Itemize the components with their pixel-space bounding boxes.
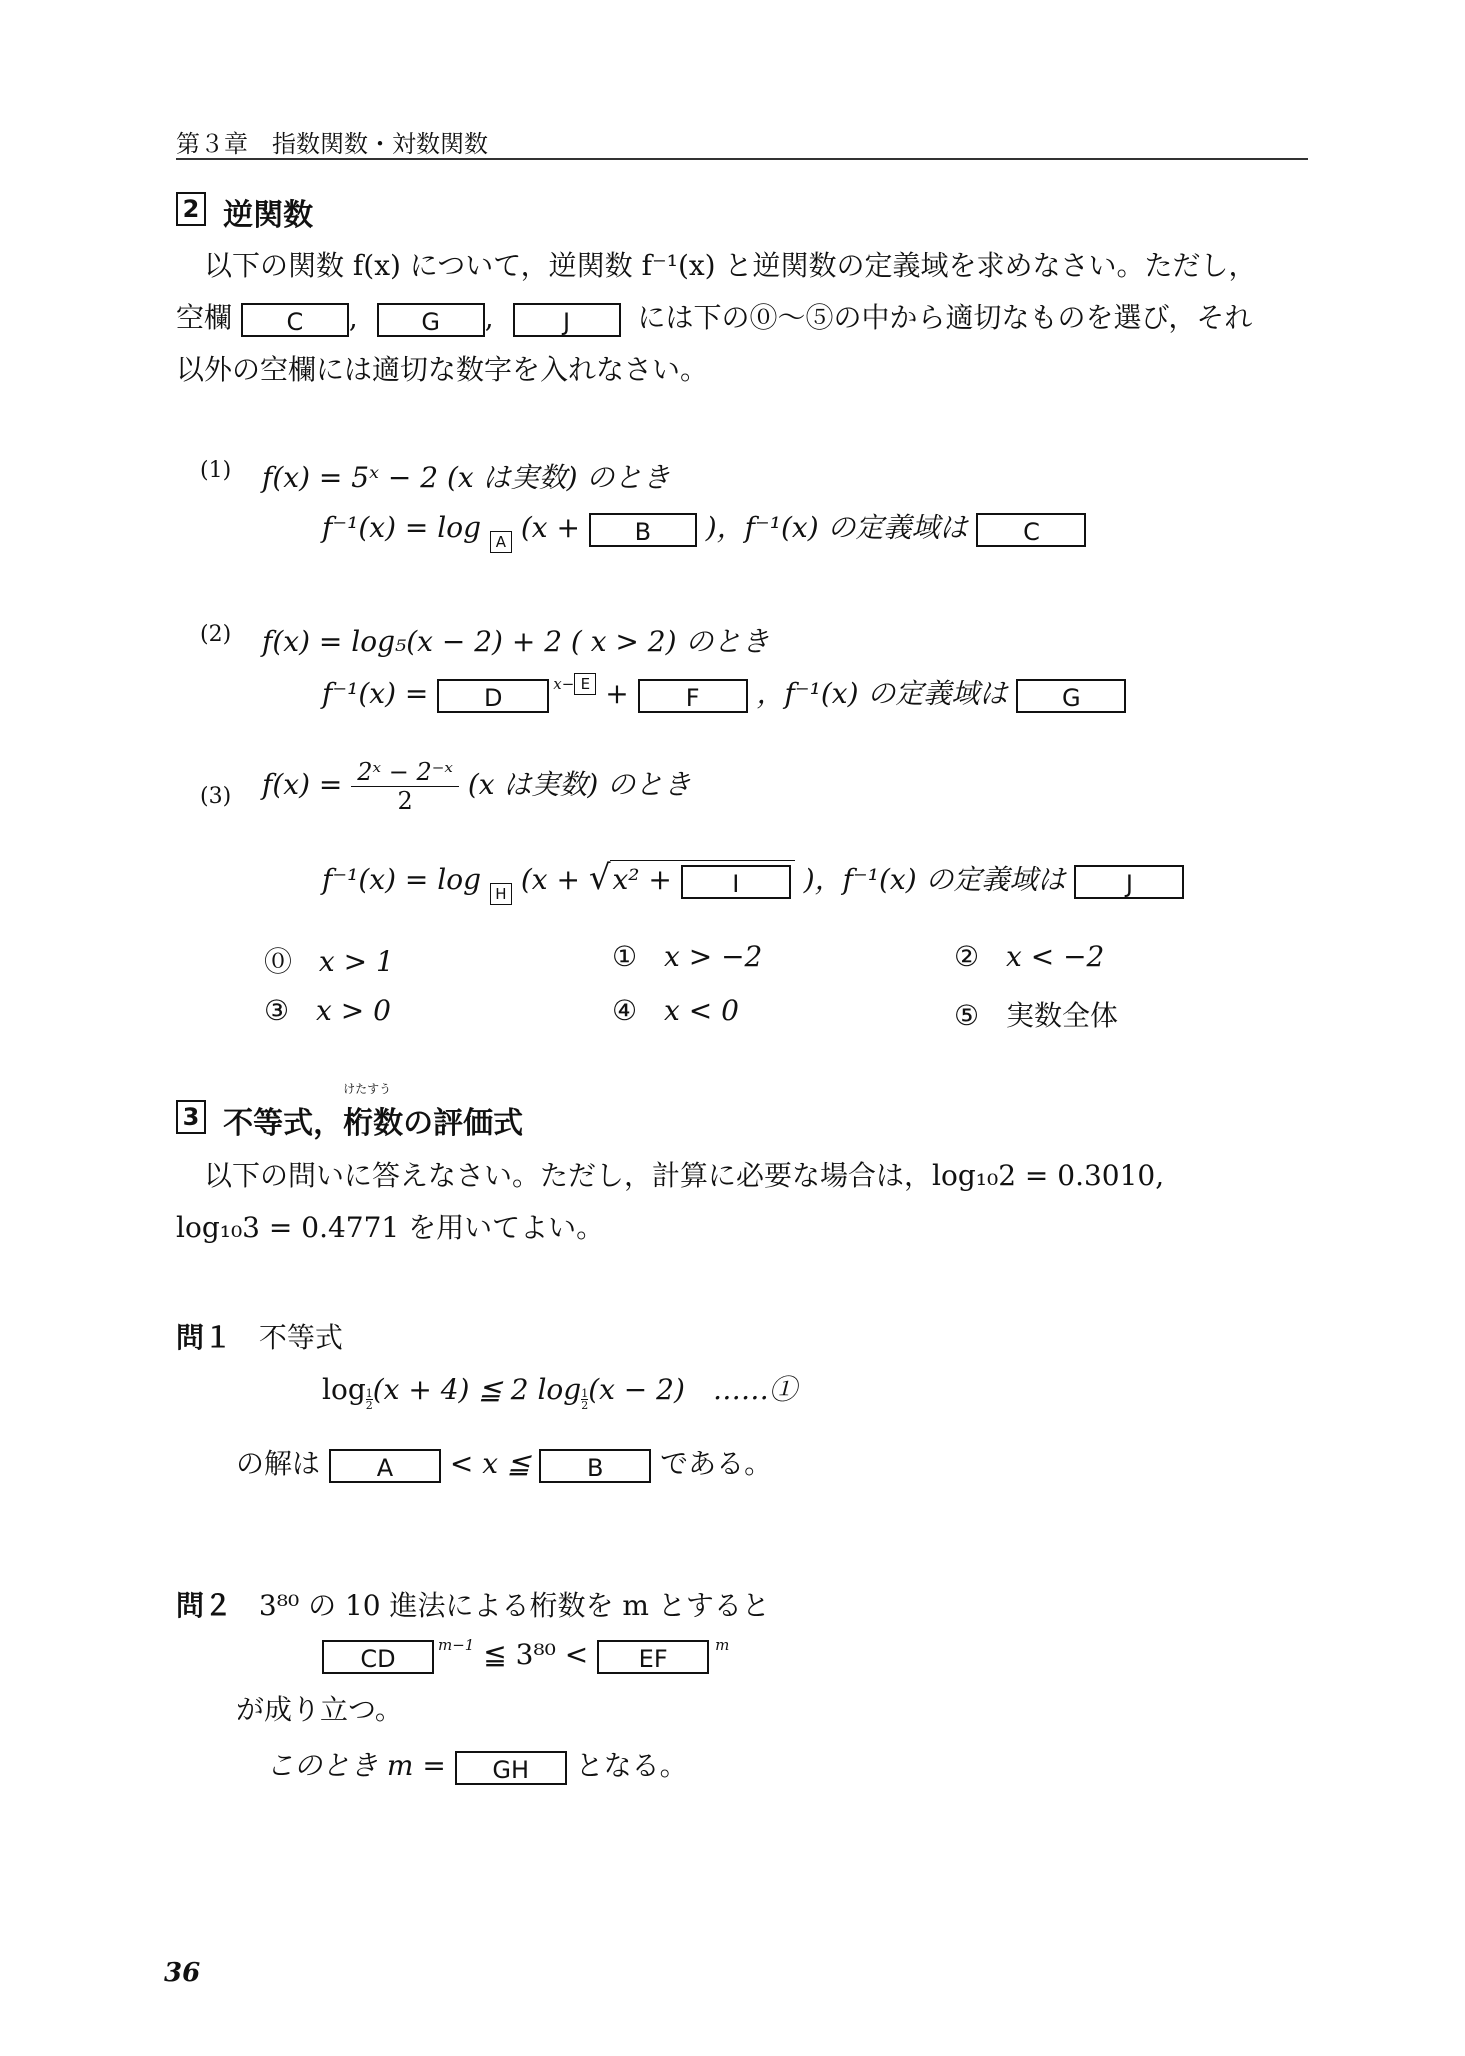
q2-exponent-2: m: [715, 1636, 730, 1654]
choice-mark: ⑤: [954, 999, 980, 1032]
problem1-label: (1): [200, 458, 232, 483]
question2-text: 3⁸⁰ の 10 進法による桁数を m とすると: [258, 1589, 770, 1622]
answer-box-q1-a[interactable]: A: [329, 1449, 441, 1483]
choice-text: x > −2: [664, 940, 763, 973]
question1-text: 不等式: [258, 1321, 343, 1354]
p3-fraction: [351, 758, 459, 815]
q1-base-1: [366, 1388, 373, 1411]
answer-box-c-2[interactable]: C: [976, 513, 1086, 547]
question1-solution: [236, 1442, 772, 1483]
header-rule: [176, 158, 1308, 160]
section2-number: 2: [176, 192, 206, 226]
question1-line: [176, 1316, 343, 1356]
p3-ans-prefix: f⁻¹(x) = log: [322, 863, 482, 896]
choice-0: [264, 940, 394, 980]
intro-suffix: には下の⓪～⑤の中から適切なものを選び，それ: [637, 301, 1253, 334]
problem2-answer: [322, 672, 1126, 713]
section3-title-b: 桁数: [343, 1106, 404, 1141]
problem1-statement: f(x) = 5ˣ − 2 (x は実数) のとき: [262, 461, 671, 494]
choice-mark: ④: [612, 994, 638, 1027]
question2-holds: が成り立つ。: [236, 1693, 403, 1726]
answer-box-b[interactable]: B: [589, 513, 697, 547]
choice-mark: ③: [264, 994, 290, 1027]
problem3-answer: [322, 858, 1184, 905]
chapter-header: 第３章 指数関数・対数関数: [176, 130, 488, 158]
p3-sqrt-text: x² +: [612, 863, 672, 896]
choice-text: 実数全体: [1006, 999, 1119, 1032]
section3-intro-line1: 以下の問いに答えなさい。ただし，計算に必要な場合は，log₁₀2 = 0.3010,: [204, 1159, 1165, 1192]
problem3-statement: [262, 758, 691, 815]
question2-then: [266, 1744, 688, 1785]
p3-numerator: 2ˣ − 2⁻ˣ: [351, 758, 459, 787]
section2-intro-line1: 以下の関数 f(x) について，逆関数 f⁻¹(x) と逆関数の定義域を求めなさい。ただし，: [204, 249, 1257, 282]
question1-label: 問１: [176, 1321, 233, 1354]
problem2-label: (2): [200, 622, 232, 647]
section2-heading: [176, 190, 313, 234]
q1-base-2-num: 1: [581, 1387, 589, 1400]
section2-intro-line2: 空欄 C , G , J には下の⓪～⑤の中から適切なものを選び，それ: [176, 301, 1253, 336]
sqrt-sign: √: [588, 858, 611, 898]
q2-then-prefix: このとき m =: [266, 1749, 446, 1782]
q2-mid: ≦ 3⁸⁰ <: [483, 1638, 589, 1671]
section3-title-c: の評価式: [403, 1106, 524, 1141]
p2-prefix: f⁻¹(x) =: [322, 677, 429, 710]
answer-box-q1-b[interactable]: B: [539, 1449, 651, 1483]
q2-then-suffix: となる。: [575, 1749, 688, 1782]
sqrt-body: [610, 860, 794, 899]
section3-intro-line2: log₁₀3 = 0.4771 を用いてよい。: [176, 1211, 605, 1244]
section3-ruby-word: [343, 1082, 404, 1142]
q1-log-1: log: [322, 1373, 366, 1406]
question2-label: 問２: [176, 1589, 233, 1622]
choice-mark: ②: [954, 940, 980, 973]
section3-ruby: けたすう: [343, 1082, 392, 1096]
p3-suffix: (x は実数) のとき: [467, 768, 692, 801]
section2-title: 逆関数: [223, 198, 314, 233]
answer-box-ef[interactable]: EF: [597, 1640, 709, 1674]
choice-5: [954, 994, 1118, 1034]
p3-ans-mid: (x +: [520, 863, 580, 896]
answer-box-e[interactable]: E: [574, 673, 596, 695]
section3-heading: [176, 1082, 524, 1142]
choice-2: [954, 940, 1104, 973]
answer-box-g[interactable]: G: [377, 303, 485, 337]
q1-base-1-den: 2: [365, 1399, 373, 1412]
p1-prefix: f⁻¹(x) = log: [322, 511, 482, 544]
choice-4: [612, 994, 739, 1027]
choice-mark: ①: [612, 940, 638, 973]
p3-denominator: 2: [397, 787, 413, 815]
q2-exponent-1: m−1: [438, 1636, 475, 1654]
choice-3: [264, 994, 391, 1027]
choice-text: x < −2: [1006, 940, 1105, 973]
answer-box-c[interactable]: C: [241, 303, 349, 337]
q1-sol-end: である。: [660, 1447, 773, 1480]
p3-ans-end: )，f⁻¹(x) の定義域は: [803, 863, 1066, 896]
answer-box-g-2[interactable]: G: [1016, 679, 1126, 713]
problem3-label: (3): [200, 784, 232, 809]
choice-text: x > 1: [318, 945, 394, 978]
q1-sol-mid: < x ≦: [449, 1447, 531, 1480]
answer-box-j-2[interactable]: J: [1074, 865, 1184, 899]
question2-inequality: [322, 1636, 729, 1674]
section3-number: 3: [176, 1100, 206, 1134]
section3-title-a: 不等式，: [223, 1106, 344, 1141]
choice-mark: ⓪: [264, 945, 293, 978]
intro-prefix: 空欄: [176, 301, 233, 334]
p3-prefix: f(x) =: [262, 768, 343, 801]
choice-text: x > 0: [316, 994, 391, 1027]
q1-sol-prefix: の解は: [236, 1447, 321, 1480]
q1-base-1-num: 1: [365, 1387, 373, 1400]
page-number: 36: [164, 1958, 201, 1988]
p2-plus: +: [605, 677, 629, 710]
section2-intro-line3: 以外の空欄には適切な数字を入れなさい。: [176, 353, 709, 386]
problem1-answer: [322, 506, 1086, 553]
answer-box-gh[interactable]: GH: [455, 1751, 567, 1785]
choice-text: x < 0: [664, 994, 739, 1027]
p2-exponent: x−: [553, 675, 575, 693]
p2-end: ，f⁻¹(x) の定義域は: [756, 677, 1008, 710]
p1-mid: (x +: [520, 511, 580, 544]
question2-line: [176, 1584, 770, 1624]
answer-box-j[interactable]: J: [513, 303, 621, 337]
question1-formula: [322, 1368, 797, 1411]
choice-1: [612, 940, 762, 973]
answer-box-d[interactable]: D: [437, 679, 549, 713]
p1-end: )，f⁻¹(x) の定義域は: [705, 511, 968, 544]
problem2-statement: f(x) = log₅(x − 2) + 2 ( x > 2) のとき: [262, 625, 770, 658]
answer-box-h[interactable]: H: [490, 883, 512, 905]
q1-formula-end: (x − 2) ……①: [588, 1373, 797, 1406]
answer-box-a[interactable]: A: [490, 531, 512, 553]
answer-box-f[interactable]: F: [638, 679, 748, 713]
q1-base-2-den: 2: [581, 1399, 589, 1412]
q1-formula-mid: (x + 4) ≦ 2 log: [372, 1373, 582, 1406]
answer-box-cd[interactable]: CD: [322, 1640, 434, 1674]
answer-box-i[interactable]: I: [681, 865, 791, 899]
